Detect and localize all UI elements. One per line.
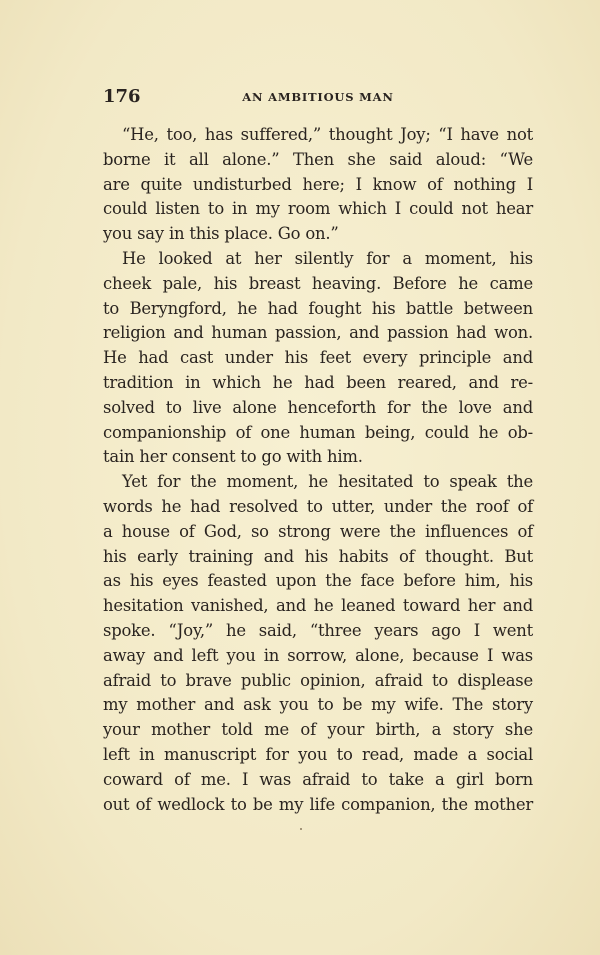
- paragraph: [103, 123, 533, 247]
- text-line: borne it all alone.” Then she said aloud: “We: [103, 149, 533, 169]
- running-title: AN AMBITIOUS MAN: [242, 90, 394, 104]
- speck: [300, 828, 302, 830]
- text-line: out of wedlock to be my life companion, the mother: [103, 794, 533, 814]
- text-line: could listen to in my room which I could not hear: [103, 199, 533, 219]
- text-line: away and left you in sorrow, alone, because I was: [103, 645, 533, 665]
- text-line: cheek pale, his breast heaving. Before he came: [103, 273, 533, 293]
- text-line: spoke. “Joy,” he said, “three years ago I went: [103, 620, 533, 640]
- text-line: He looked at her silently for a moment, his: [122, 248, 533, 268]
- text-line: afraid to brave public opinion, afraid to displease: [103, 670, 533, 690]
- text-line: Yet for the moment, he hesitated to speak the: [122, 472, 533, 492]
- text-line: companionship of one human being, could he ob-: [103, 422, 533, 442]
- text-line: to Beryngford, he had fought his battle between: [103, 298, 533, 318]
- text-line: solved to live alone henceforth for the love and: [103, 397, 533, 417]
- text-line: He had cast under his feet every principle and: [103, 348, 533, 368]
- text-line: religion and human passion, and passion had won.: [103, 323, 533, 343]
- text-line: words he had resolved to utter, under the roof of: [103, 496, 533, 516]
- page-header: [103, 86, 533, 110]
- text-line: hesitation vanished, and he leaned toward her and: [103, 596, 533, 616]
- text-line: coward of me. I was afraid to take a girl born: [103, 769, 533, 789]
- text-line: tradition in which he had been reared, and re-: [103, 372, 533, 392]
- text-line: tain her consent to go with him.: [103, 447, 363, 467]
- paragraph: [103, 247, 533, 470]
- text-line: left in manuscript for you to read, made a social: [103, 744, 533, 764]
- page-number: 176: [103, 86, 141, 107]
- text-line: you say in this place. Go on.”: [103, 224, 339, 244]
- text-line: are quite undisturbed here; I know of nothing I: [103, 174, 533, 194]
- text-line: my mother and ask you to be my wife. The story: [103, 695, 533, 715]
- body-text: [103, 123, 533, 817]
- text-line: a house of God, so strong were the influences of: [103, 521, 533, 541]
- text-line: as his eyes feasted upon the face before him, his: [103, 571, 533, 591]
- text-line: your mother told me of your birth, a story she: [103, 720, 533, 740]
- text-line: his early training and his habits of thought. But: [103, 546, 533, 566]
- text-line: “He, too, has suffered,” thought Joy; “I have not: [122, 125, 533, 144]
- paragraph: [103, 470, 533, 817]
